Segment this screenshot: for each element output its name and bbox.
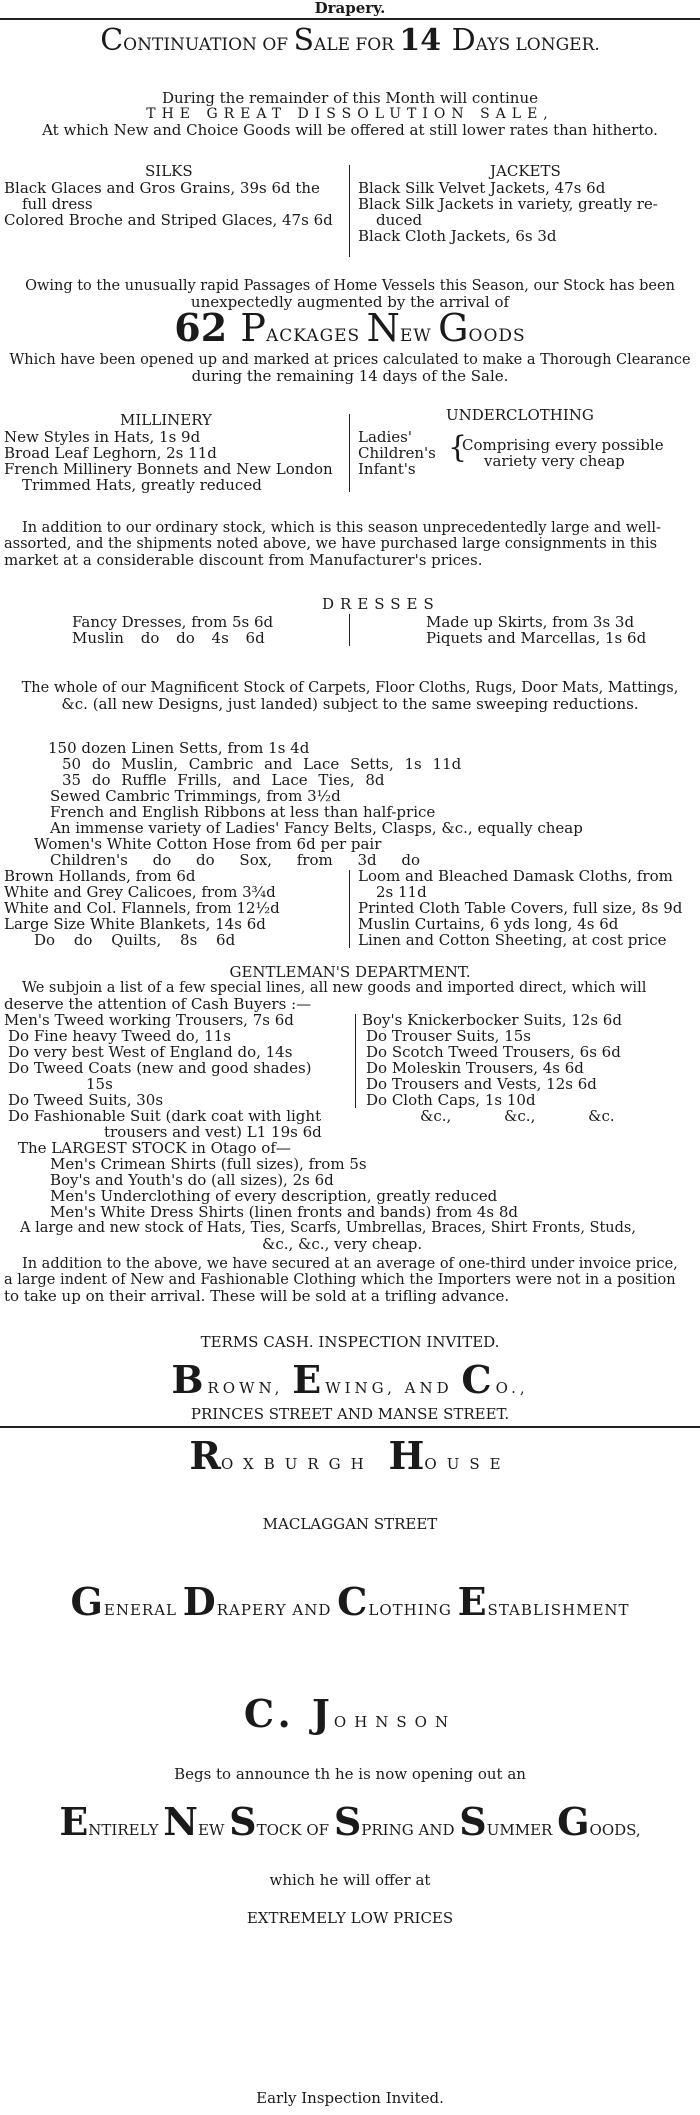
dresses-right-1: Made up Skirts, from 3s 3d <box>426 613 635 631</box>
jackets-line-1: Black Silk Velvet Jackets, 47s 6d <box>358 179 606 197</box>
jackets-line-2: Black Silk Jackets in variety, greatly re- <box>358 195 658 213</box>
linen-line: An immense variety of Ladies' Fancy Belts, Clasps, &c., equally cheap <box>50 819 583 837</box>
goods-right: 2s 11d <box>376 883 427 901</box>
goods-right: Printed Cloth Table Covers, full size, 8s 9d <box>358 899 683 917</box>
under-ladies: Ladies' <box>358 428 413 446</box>
carpets-line-1: The whole of our Magnificent Stock of Carpets, Floor Cloths, Rugs, Door Mats, Mattings, <box>21 680 679 696</box>
ad-separator <box>0 1426 700 1428</box>
gent-intro-2: deserve the attention of Cash Buyers :— <box>4 995 312 1013</box>
gent-right: Do Trousers and Vests, 12s 6d <box>366 1075 597 1093</box>
linen-line: French and English Ribbons at less than half-price <box>50 803 436 821</box>
largest-line: Men's White Dress Shirts (linen fronts and bands) from 4s 8d <box>50 1203 518 1221</box>
largest-line: A large and new stock of Hats, Ties, Scarfs, Umbrellas, Braces, Shirt Fronts, Studs, <box>20 1220 636 1236</box>
final-line-2: a large indent of New and Fashionable Clothing which the Importers were not in a position <box>4 1272 676 1288</box>
under-infant: Infant's <box>358 460 416 478</box>
gent-right: Do Moleskin Trousers, 4s 6d <box>366 1059 584 1077</box>
gent-right: Do Trouser Suits, 15s <box>366 1027 531 1045</box>
under-children: Children's <box>358 444 436 462</box>
linen-line: Children's do do Sox, from 3d do <box>50 851 421 869</box>
largest-line: The LARGEST STOCK in Otago of— <box>18 1139 291 1157</box>
dresses-left-2: Muslin do do 4s 6d <box>72 629 265 647</box>
which-line-1: Which have been opened up and marked at prices calculated to make a Thorough Clearance <box>9 352 691 368</box>
underclothing-title: UNDERCLOTHING <box>446 406 594 424</box>
addition-line-3: market at a considerable discount from Manufacturer's prices. <box>4 551 483 569</box>
silks-line-3: Colored Broche and Striped Glaces, 47s 6d <box>4 211 333 229</box>
silks-title: SILKS <box>145 162 193 180</box>
millinery-line-1: New Styles in Hats, 1s 9d <box>4 428 201 446</box>
gent-left: Do Tweed Suits, 30s <box>8 1091 164 1109</box>
goods-right: Muslin Curtains, 6 yds long, 4s 6d <box>358 915 619 933</box>
gent-intro-1: We subjoin a list of a few special lines, all new goods and imported direct, which will <box>22 980 647 996</box>
goods-left: White and Grey Calicoes, from 3¾d <box>4 883 276 901</box>
millinery-line-3: French Millinery Bonnets and New London <box>4 460 333 478</box>
gent-left: Do Fine heavy Tweed do, 11s <box>8 1027 231 1045</box>
addition-line-1: In addition to our ordinary stock, which is this season unprecedentedly large and well- <box>22 520 661 536</box>
divider <box>349 614 350 646</box>
gent-left: trousers and vest) L1 19s 6d <box>104 1123 322 1141</box>
jackets-title: JACKETS <box>490 162 561 180</box>
firm-name: BROWN, EWING, AND CO., <box>171 1357 529 1402</box>
divider <box>349 165 350 257</box>
millinery-line-4: Trimmed Hats, greatly reduced <box>22 476 262 494</box>
under-desc-2: variety very cheap <box>484 452 625 470</box>
intro-line-1: During the remainder of this Month will continue <box>161 89 539 107</box>
linen-line: Women's White Cotton Hose from 6d per pair <box>34 835 382 853</box>
goods-left: Brown Hollands, from 6d <box>4 867 196 885</box>
goods-right: Loom and Bleached Damask Cloths, from <box>358 867 673 885</box>
packages-headline: 62 PACKAGES NEW GOODS <box>174 305 526 350</box>
owing-line-1: Owing to the unusually rapid Passages of Home Vessels this Season, our Stock has been <box>25 278 675 294</box>
gent-left: Do Fashionable Suit (dark coat with light <box>8 1107 322 1125</box>
establishment: GENERAL DRAPERY AND CLOTHING ESTABLISHMENT <box>70 1579 630 1624</box>
terms: TERMS CASH. INSPECTION INVITED. <box>200 1333 500 1351</box>
gent-left: Do Tweed Coats (new and good shades) <box>8 1059 312 1077</box>
final-line-1: In addition to the above, we have secured at an average of one-third under invoice price, <box>22 1256 678 1272</box>
divider <box>349 870 350 948</box>
gent-left: Do very best West of England do, 14s <box>8 1043 293 1061</box>
gent-right: Do Cloth Caps, 1s 10d <box>366 1091 536 1109</box>
gent-right: &c., &c., &c. <box>420 1107 615 1125</box>
largest-line: Men's Underclothing of every description, greatly reduced <box>50 1187 498 1205</box>
proprietor-name: C. JOHNSON <box>243 1691 457 1736</box>
which-line-2: during the remaining 14 days of the Sale. <box>191 367 509 385</box>
millinery-line-2: Broad Leaf Leghorn, 2s 11d <box>4 444 217 462</box>
carpets-line-2: &c. (all new Designs, just landed) subject to the same sweeping reductions. <box>61 695 639 713</box>
final-line-3: to take up on their arrival. These will be sold at a trifling advance. <box>4 1287 510 1305</box>
gent-right: Do Scotch Tweed Trousers, 6s 6d <box>366 1043 621 1061</box>
street: MACLAGGAN STREET <box>262 1515 438 1533</box>
linen-line: 150 dozen Linen Setts, from 1s 4d <box>48 739 310 757</box>
offer: which he will offer at <box>269 1871 431 1889</box>
gent-left: Men's Tweed working Trousers, 7s 6d <box>4 1011 294 1029</box>
jackets-line-3: duced <box>376 211 423 229</box>
dresses-title: DRESSES <box>322 595 440 613</box>
largest-line: &c., &c., very cheap. <box>262 1235 423 1253</box>
linen-line: Sewed Cambric Trimmings, from 3½d <box>50 787 341 805</box>
new-stock: ENTIRELY NEW STOCK OF SPRING AND SUMMER GOODS, <box>59 1799 641 1844</box>
brace: { <box>448 430 468 465</box>
under-desc-1: Comprising every possible <box>462 436 664 454</box>
roxburgh-house: ROXBURGH HOUSE <box>189 1433 511 1478</box>
dresses-right-2: Piquets and Marcellas, 1s 6d <box>426 629 647 647</box>
goods-left: White and Col. Flannels, from 12½d <box>4 899 280 917</box>
linen-line: 35 do Ruffle Frills, and Lace Ties, 8d <box>62 771 385 789</box>
gent-left: 15s <box>86 1075 113 1093</box>
divider <box>349 414 350 492</box>
largest-line: Boy's and Youth's do (all sizes), 2s 6d <box>50 1171 334 1189</box>
firm-address: PRINCES STREET AND MANSE STREET. <box>190 1405 510 1423</box>
announce: Begs to announce th he is now opening out an <box>174 1765 526 1783</box>
prices: EXTREMELY LOW PRICES <box>246 1909 454 1927</box>
divider <box>355 1014 356 1108</box>
gent-title: GENTLEMAN'S DEPARTMENT. <box>229 963 471 981</box>
ad1-headline: CONTINUATION OF SALE FOR 14 DAYS LONGER. <box>100 23 600 58</box>
page-title: Drapery. <box>314 0 386 17</box>
owing-line-2: unexpectedly augmented by the arrival of <box>190 293 510 311</box>
goods-right: Linen and Cotton Sheeting, at cost price <box>358 931 667 949</box>
jackets-line-4: Black Cloth Jackets, 6s 3d <box>358 227 557 245</box>
silks-line-2: full dress <box>22 195 93 213</box>
largest-line: Men's Crimean Shirts (full sizes), from 5s <box>50 1155 367 1173</box>
addition-line-2: assorted, and the shipments noted above, we have purchased large consignments in this <box>4 536 658 552</box>
dresses-left-1: Fancy Dresses, from 5s 6d <box>72 613 274 631</box>
goods-left: Do do Quilts, 8s 6d <box>34 931 236 949</box>
goods-left: Large Size White Blankets, 14s 6d <box>4 915 266 933</box>
silks-line-1: Black Glaces and Gros Grains, 39s 6d the <box>4 179 320 197</box>
inspection: Early Inspection Invited. <box>256 2089 444 2107</box>
millinery-title: MILLINERY <box>120 411 212 429</box>
top-rule <box>0 18 700 20</box>
gent-right: Boy's Knickerbocker Suits, 12s 6d <box>362 1011 622 1029</box>
intro-line-2: THE GREAT DISSOLUTION SALE, <box>146 106 554 122</box>
linen-line: 50 do Muslin, Cambric and Lace Setts, 1s 11d <box>62 755 462 773</box>
intro-line-3: At which New and Choice Goods will be offered at still lower rates than hitherto. <box>42 121 658 139</box>
